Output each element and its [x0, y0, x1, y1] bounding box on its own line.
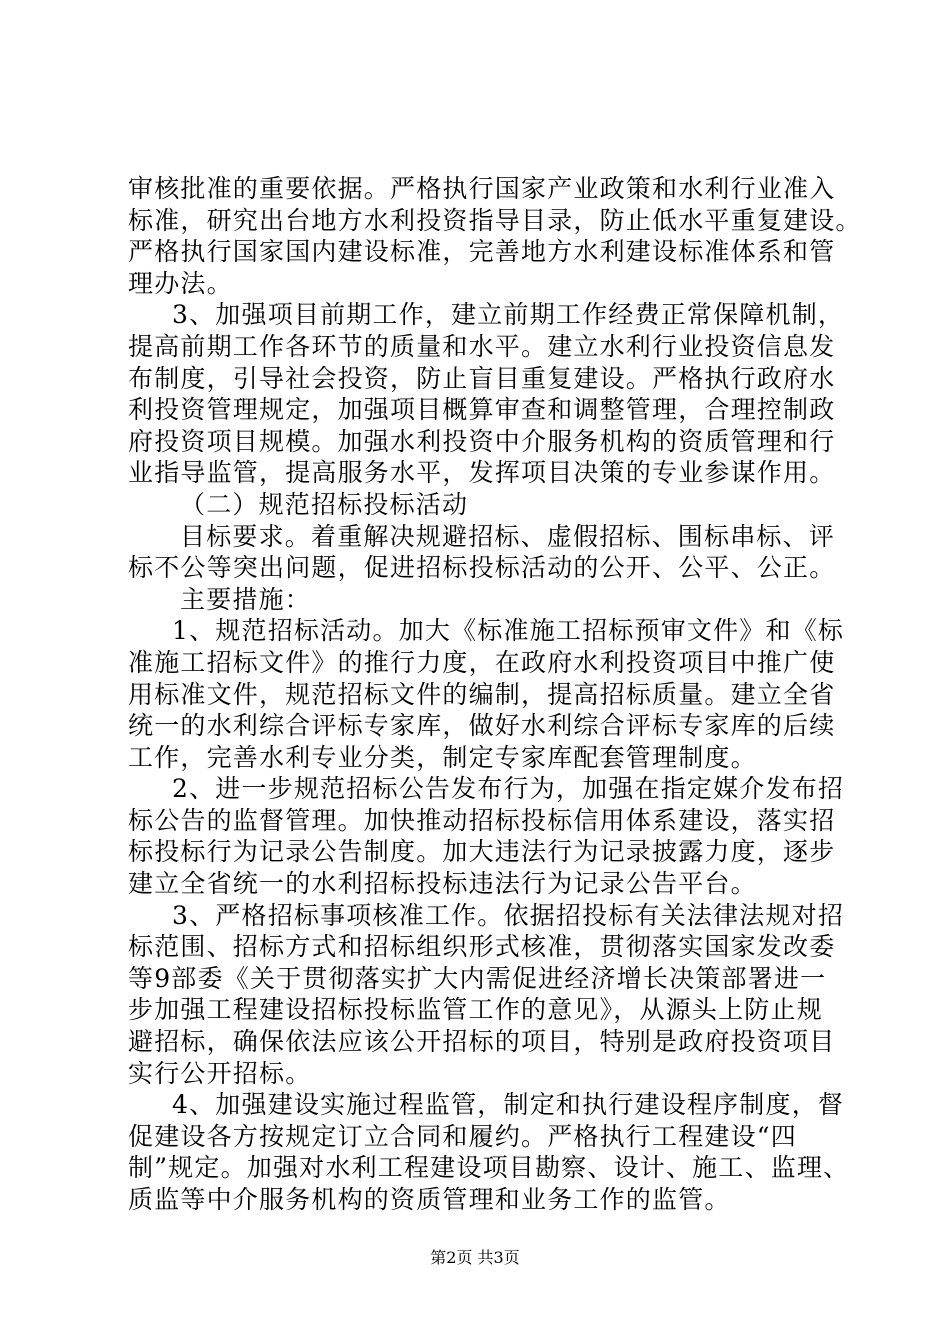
paragraph-start-line: 2、进一步规范招标公告发布行为，加强在指定媒介发布招: [172, 774, 845, 804]
text-line: 布制度，引导社会投资，防止盲目重复建设。严格执行政府水: [128, 363, 836, 393]
text-line: 理办法。: [128, 268, 233, 298]
text-line: 标不公等突出问题，促进招标投标活动的公开、公平、公正。: [128, 553, 836, 583]
paragraph-start-line: 3、严格招标事项核准工作。依据招投标有关法律法规对招: [172, 900, 845, 930]
text-line: 建立全省统一的水利招标投标违法行为记录公告平台。: [128, 869, 757, 899]
paragraph-start-line: 4、加强建设实施过程监管，制定和执行建设程序制度，督: [172, 1090, 845, 1120]
text-line: 制”规定。加强对水利工程建设项目勘察、设计、施工、监理、: [128, 1153, 850, 1183]
text-line: 标公告的监督管理。加快推动招标投标信用体系建设，落实招: [128, 805, 836, 835]
text-line: 准施工招标文件》的推行力度，在政府水利投资项目中推广使: [128, 647, 836, 677]
text-line: 提高前期工作各环节的质量和水平。建立水利行业投资信息发: [128, 331, 836, 361]
text-line: 质监等中介服务机构的资质管理和业务工作的监管。: [128, 1185, 731, 1214]
text-line: 统一的水利综合评标专家库，做好水利综合评标专家库的后续: [128, 711, 836, 741]
text-line: 工作，完善水利专业分类，制定专家库配套管理制度。: [128, 742, 757, 772]
text-line: 业指导监管，提高服务水平，发挥项目决策的专业参谋作用。: [128, 458, 836, 488]
document-body: [128, 173, 862, 1216]
text-line: 实行公开招标。: [128, 1058, 312, 1088]
text-line: 等9部委《关于贯彻落实扩大内需促进经济增长决策部署进一: [128, 963, 827, 993]
page-number-footer: 第2页 共3页: [430, 1248, 520, 1267]
text-line: 标准，研究出台地方水利投资指导目录，防止低水平重复建设。: [128, 205, 862, 235]
text-line: 府投资项目规模。加强水利投资中介服务机构的资质管理和行: [128, 426, 836, 456]
paragraph-start-line: 目标要求。着重解决规避招标、虚假招标、围标串标、评: [180, 521, 836, 551]
paragraph-start-line: 3、加强项目前期工作，建立前期工作经费正常保障机制，: [172, 300, 845, 330]
text-line: 利投资管理规定，加强项目概算审查和调整管理，合理控制政: [128, 395, 836, 425]
text-line: 审核批准的重要依据。严格执行国家产业政策和水利行业准入: [128, 174, 836, 203]
text-line: 促建设各方按规定订立合同和履约。严格执行工程建设“四: [128, 1121, 797, 1151]
section-heading: （二）规范招标投标活动: [180, 489, 469, 519]
text-line: 避招标，确保依法应该公开招标的项目，特别是政府投资项目: [128, 1027, 836, 1057]
text-line: 标范围、招标方式和招标组织形式核准，贯彻落实国家发改委: [128, 932, 836, 962]
paragraph-start-line: 1、规范招标活动。加大《标准施工招标预审文件》和《标: [172, 616, 845, 646]
text-line: 严格执行国家国内建设标准，完善地方水利建设标准体系和管: [128, 237, 836, 267]
text-line: 步加强工程建设招标投标监管工作的意见》，从源头上防止规: [128, 995, 823, 1025]
subheading-line: 主要措施：: [180, 584, 312, 614]
text-line: 标投标行为记录公告制度。加大违法行为记录披露力度，逐步: [128, 837, 836, 867]
text-line: 用标准文件，规范招标文件的编制，提高招标质量。建立全省: [128, 679, 836, 709]
